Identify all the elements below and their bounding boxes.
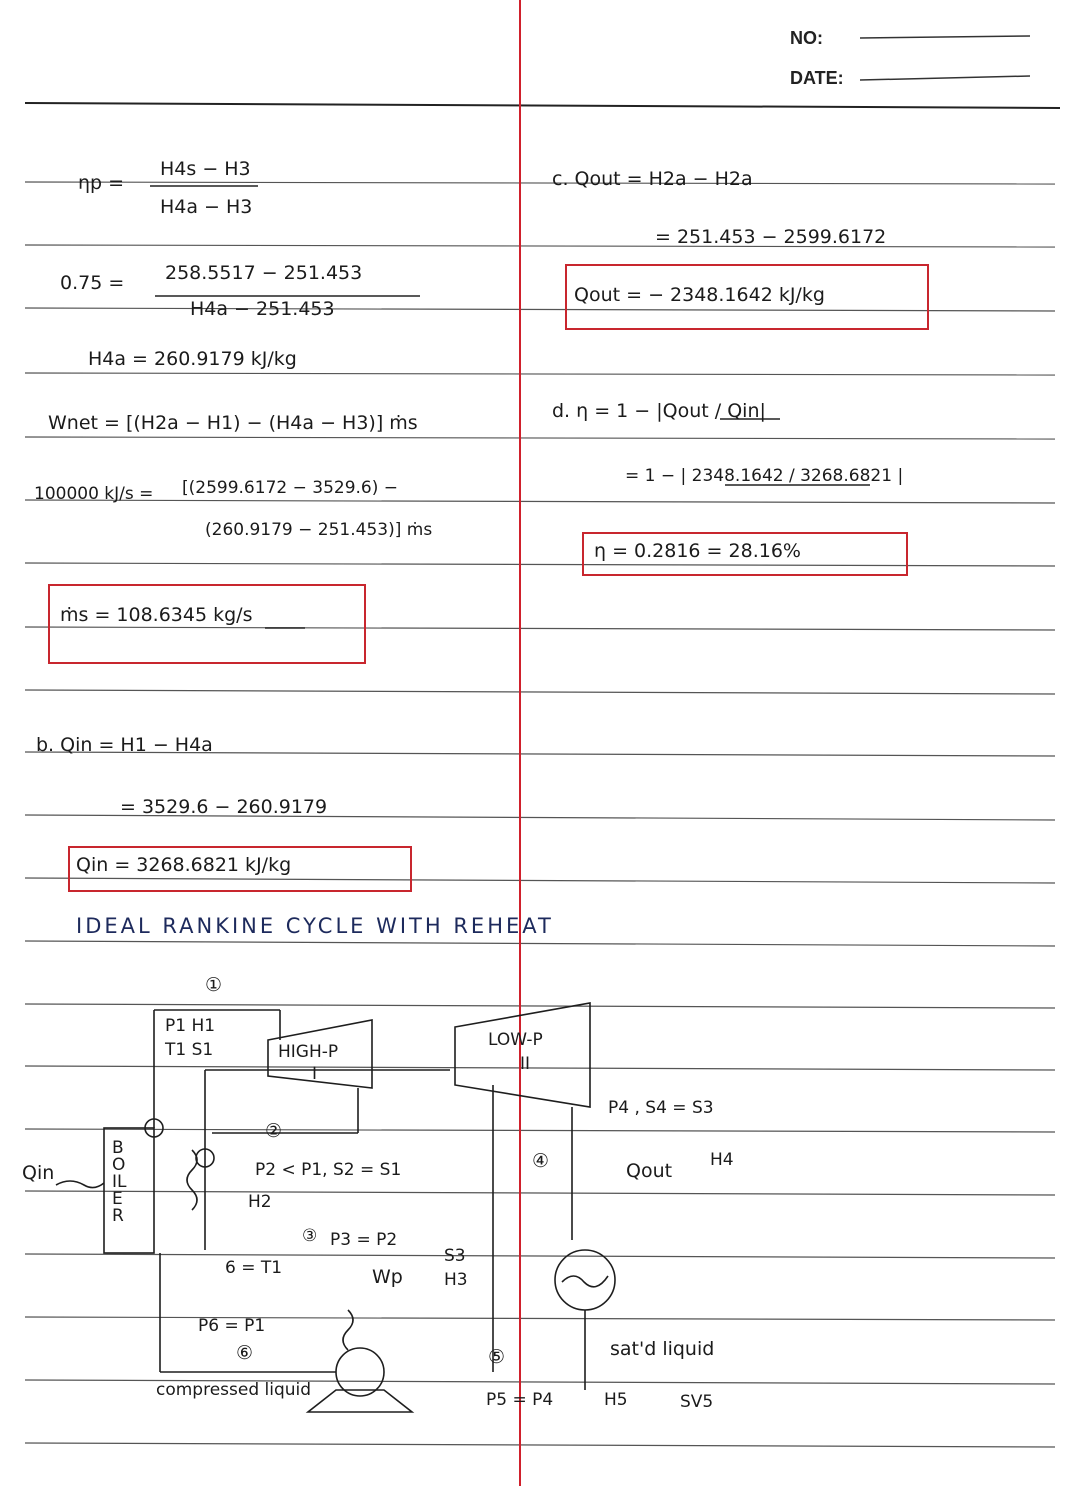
wnet-lhs: 100000 kJ/s = [34, 484, 154, 504]
no-line [860, 36, 1030, 38]
state-4-props: P4 , S4 = S3 [608, 1098, 714, 1118]
wnet-line-2: (260.9179 − 251.453)] ṁs [205, 520, 433, 540]
h5-label: H5 [604, 1390, 628, 1410]
state-1-props-a: P1 H1 [165, 1016, 216, 1036]
h4a-result: H4a = 260.9179 kJ/kg [88, 348, 297, 370]
state-1-marker: ① [205, 974, 223, 996]
low-p-label: LOW-P [488, 1030, 543, 1050]
eta-p-lhs: ηp = [78, 172, 125, 194]
efficiency-numerator: 258.5517 − 251.453 [165, 262, 363, 284]
p5-props: P5 = P4 [486, 1390, 554, 1410]
eta-p-denominator: H4a − H3 [160, 196, 253, 218]
date-line [860, 76, 1030, 80]
header-rule [25, 103, 1060, 108]
t6-label: 6 = T1 [225, 1258, 283, 1278]
sv5-label: SV5 [680, 1392, 714, 1412]
diagram-title: IDEAL RANKINE CYCLE WITH REHEAT [76, 914, 554, 938]
qin-diagram-label: Qin [22, 1162, 55, 1184]
state-6-marker: ⑥ [236, 1342, 254, 1364]
wnet-formula: Wnet = [(H2a − H1) − (H4a − H3)] ṁs [48, 412, 418, 434]
qin-substitution: = 3529.6 − 260.9179 [120, 796, 328, 818]
state-3-marker: ③ [302, 1226, 318, 1246]
p6-label: P6 = P1 [198, 1316, 266, 1336]
high-p-number: I [312, 1064, 318, 1084]
state-1-props-b: T1 S1 [165, 1040, 214, 1060]
eta-label: d. η = 1 − |Qout / Qin| [552, 400, 766, 422]
no-label: NO: [790, 28, 823, 48]
qout-label: c. Qout = H2a − H2a [552, 168, 753, 190]
s3-label: S3 [444, 1246, 466, 1266]
satd-liquid-label: sat'd liquid [610, 1338, 715, 1360]
qout-result: Qout = − 2348.1642 kJ/kg [574, 284, 825, 306]
state-5-marker: ⑤ [488, 1346, 506, 1368]
eta-p-numerator: H4s − H3 [160, 158, 251, 180]
low-p-number: II [520, 1054, 531, 1074]
eta-result: η = 0.2816 = 28.16% [594, 540, 801, 562]
boiler-label: BOILER [112, 1138, 127, 1226]
qin-result: Qin = 3268.6821 kJ/kg [76, 854, 292, 876]
pump [336, 1348, 384, 1396]
wp-label: Wp [372, 1266, 403, 1288]
ms-result: ṁs = 108.6345 kg/s [60, 604, 253, 626]
high-p-label: HIGH-P [278, 1042, 339, 1062]
qin-label: b. Qin = H1 − H4a [36, 734, 213, 756]
h3-label: H3 [444, 1270, 468, 1290]
h2-label: H2 [248, 1192, 272, 1212]
date-label: DATE: [790, 68, 844, 88]
state-4-marker: ④ [532, 1150, 550, 1172]
qout-diagram-label: Qout [626, 1160, 673, 1182]
state-2-marker: ② [265, 1120, 283, 1142]
eta-substitution: = 1 − | 2348.1642 / 3268.6821 | [625, 466, 904, 486]
compressed-liquid-label: compressed liquid [156, 1380, 312, 1400]
state-2-props: P2 < P1, S2 = S1 [255, 1160, 402, 1180]
rankine-diagram [56, 1003, 615, 1412]
efficiency-denominator: H4a − 251.453 [190, 298, 335, 320]
qout-substitution: = 251.453 − 2599.6172 [655, 226, 887, 248]
efficiency-lhs: 0.75 = [60, 272, 125, 294]
wnet-line-1: [(2599.6172 − 3529.6) − [182, 478, 399, 498]
h4-label: H4 [710, 1150, 734, 1170]
state-3-props: P3 = P2 [330, 1230, 398, 1250]
